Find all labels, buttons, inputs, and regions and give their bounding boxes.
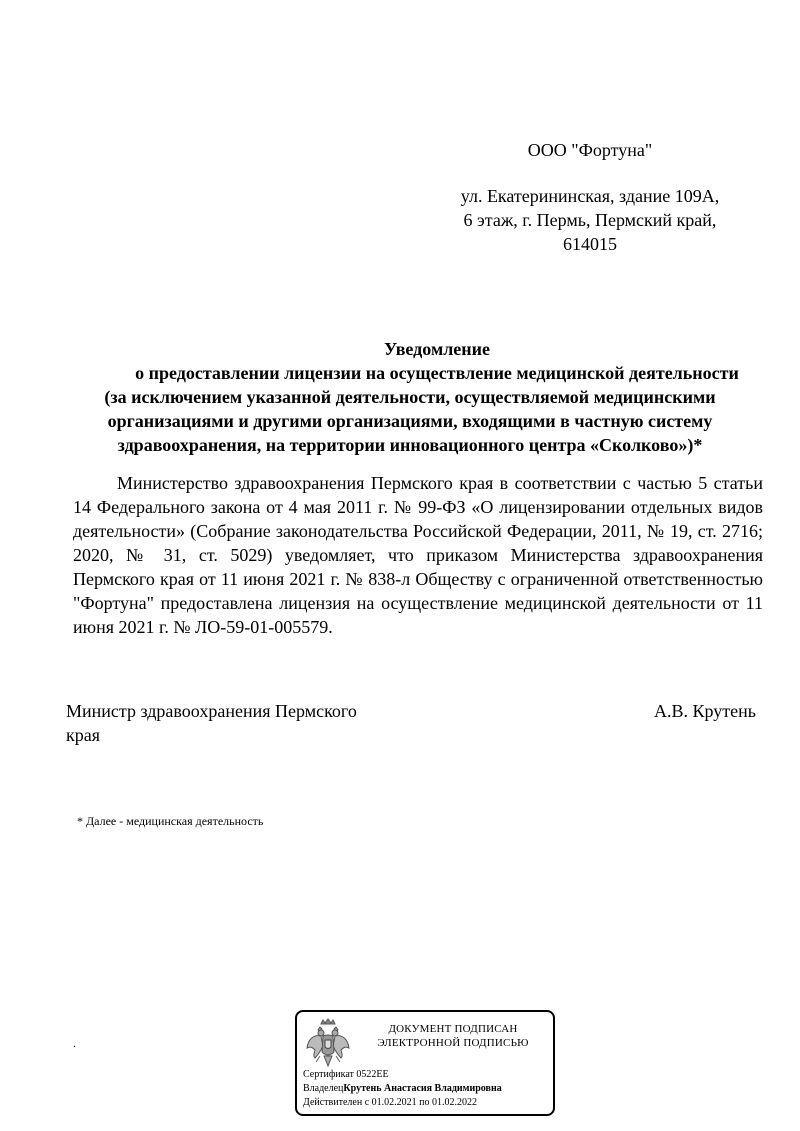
stamp-validity: Действителен с 01.02.2021 по 01.02.2022 (303, 1097, 477, 1108)
address-line-1: ул. Екатерининская, здание 109А, (460, 186, 720, 206)
stamp-header-line-1: ДОКУМЕНТ ПОДПИСАН (388, 1023, 518, 1035)
stray-mark: . (73, 1036, 76, 1050)
recipient-address (420, 184, 760, 256)
title-line-5: здравоохранения, на территории инновационного центра «Сколково»)* (117, 435, 703, 455)
title-line-1: Уведомление (383, 339, 491, 359)
document-title (60, 337, 760, 457)
stamp-certificate: Сертификат 0522EE (303, 1069, 389, 1080)
stamp-owner-label: Владелец (303, 1083, 344, 1094)
address-line-3: 614015 (563, 234, 617, 254)
title-line-4: организациями и другими организациями, входящими в частную систему (107, 411, 713, 431)
title-line-2: о предоставлении лицензии на осуществление медицинской деятельности (135, 363, 739, 383)
recipient-name: ООО "Фортуна" (527, 140, 653, 160)
stamp-owner-name: Крутень Анастасия Владимировна (343, 1083, 502, 1094)
footnote: * Далее - медицинская деятельность (77, 814, 264, 828)
signatory-role: Министр здравоохранения Пермского края (66, 701, 357, 745)
notice-body-paragraph: Министерство здравоохранения Пермского края в соответствии с частью 5 статьи 14 Федерального закона от 4 мая 2011 г. № 99-ФЗ «О лицензировании отдельных видов деятельности» (Собрание законодательства Российской Федерации, 2011, № 19, ст. 2716; 2020, № 31, ст. 5029) уведомляет, что приказом Министерства здравоохранения Пермского края от 11 июня 2021 г. № 838-л Обществу с ограниченной ответственностью "Фортуна" предоставлена лицензия на осуществление медицинской деятельности от 11 июня 2021 г. № ЛО-59-01-005579. (73, 473, 763, 637)
stamp-owner (303, 1082, 502, 1096)
signatory-name: А.В. Крутень (654, 701, 756, 721)
stamp-header (355, 1022, 551, 1050)
address-line-2: 6 этаж, г. Пермь, Пермский край, (463, 210, 717, 230)
title-line-3: (за исключением указанной деятельности, осуществляемой медицинскими (104, 387, 716, 407)
electronic-signature-stamp (295, 1010, 555, 1116)
coat-of-arms-icon (305, 1018, 351, 1070)
stamp-header-line-2: ЭЛЕКТРОННОЙ ПОДПИСЬЮ (377, 1037, 529, 1049)
